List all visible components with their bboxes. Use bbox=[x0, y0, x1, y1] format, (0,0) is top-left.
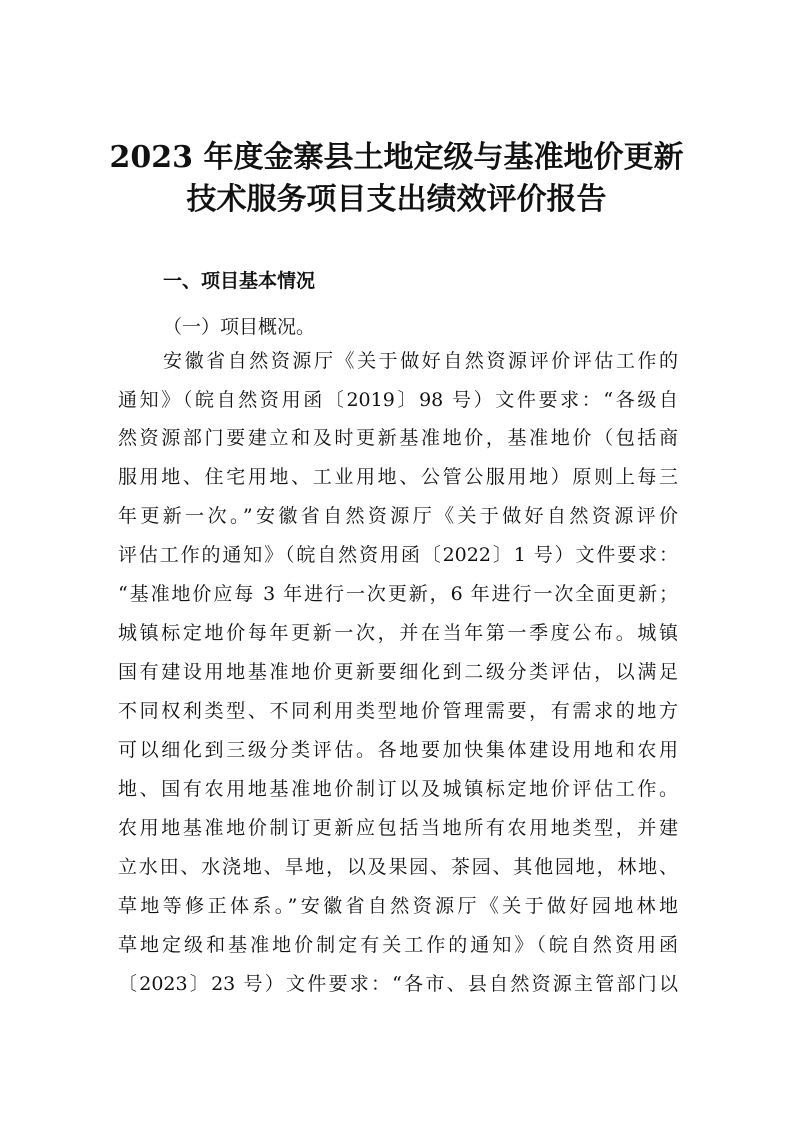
paragraph-line: 然资源部门要建立和及时更新基准地价，基准地价（包括商 bbox=[118, 427, 678, 449]
paragraph-line: 立水田、水浇地、旱地，以及果园、茶园、其他园地，林地、 bbox=[118, 856, 678, 878]
paragraph-line: 农用地基准地价制订更新应包括当地所有农用地类型，并建 bbox=[118, 817, 678, 839]
paragraph-line: 〔2023〕23 号）文件要求：“各市、县自然资源主管部门以 bbox=[118, 973, 678, 995]
paragraph-line: 草地定级和基准地价制定有关工作的通知》（皖自然资用函 bbox=[118, 934, 678, 956]
document-title-line-1: 2023 年度金寨县土地定级与基准地价更新 bbox=[109, 140, 684, 175]
paragraph-line: 城镇标定地价每年更新一次，并在当年第一季度公布。城镇 bbox=[118, 622, 678, 644]
paragraph-line: 草地等修正体系。”安徽省自然资源厅《关于做好园地林地 bbox=[118, 895, 678, 917]
paragraph-line: 不同权利类型、不同利用类型地价管理需要，有需求的地方 bbox=[118, 700, 678, 722]
document-title-line-2: 技术服务项目支出绩效评价报告 bbox=[186, 182, 607, 217]
paragraph-line: 评估工作的通知》（皖自然资用函〔2022〕1 号）文件要求： bbox=[118, 544, 678, 566]
paragraph-line: 通知》（皖自然资用函〔2019〕98 号）文件要求：“各级自 bbox=[118, 389, 678, 411]
paragraph-line: 年更新一次。”安徽省自然资源厅《关于做好自然资源评价 bbox=[118, 505, 678, 527]
paragraph-line: “基准地价应每 3 年进行一次更新，6 年进行一次全面更新； bbox=[118, 583, 678, 605]
paragraph-line: 安徽省自然资源厅《关于做好自然资源评价评估工作的 bbox=[163, 350, 678, 372]
section-heading: 一、项目基本情况 bbox=[163, 270, 316, 292]
paragraph-line: 国有建设用地基准地价更新要细化到二级分类评估，以满足 bbox=[118, 661, 678, 683]
paragraph-line: 服用地、住宅用地、工业用地、公管公服用地）原则上每三 bbox=[118, 466, 678, 488]
paragraph-line: 地、国有农用地基准地价制订以及城镇标定地价评估工作。 bbox=[118, 778, 678, 800]
subsection-heading: （一）项目概况。 bbox=[163, 316, 316, 338]
paragraph-line: 可以细化到三级分类评估。各地要加快集体建设用地和农用 bbox=[118, 739, 678, 761]
